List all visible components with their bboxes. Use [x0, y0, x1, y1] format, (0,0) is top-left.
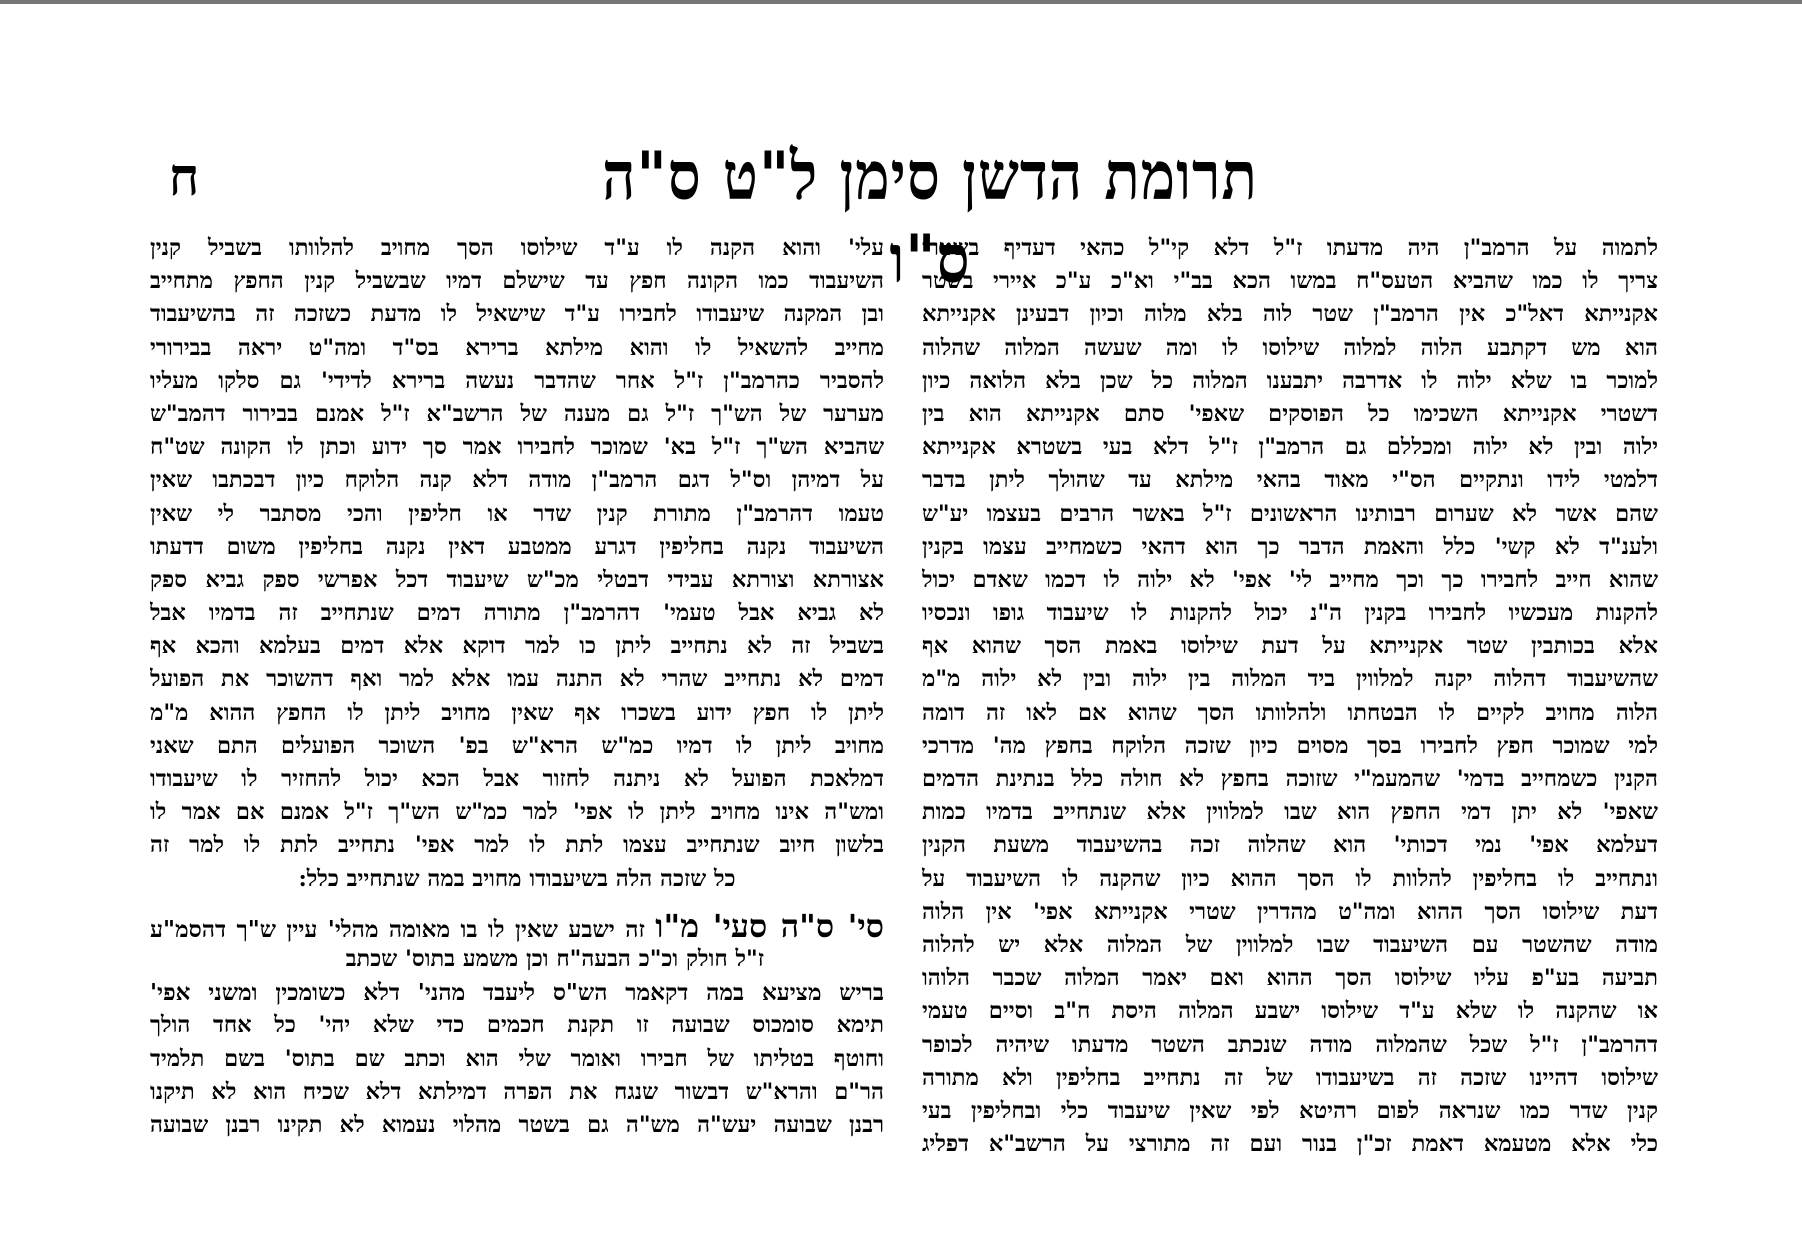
text-line: ובן המקנה שיעבודו לחבירו ע"ד שישאיל לו מדעת כשזכה זה בהשיעבוד — [150, 301, 884, 328]
text-line: דעת שילוסו הסך ההוא ומה"ט מהדרין שטרי אקנייתא אפי' אין הלוה — [922, 898, 1658, 925]
text-line: להקנות מעכשיו לחבירו בקנין ה"נ יכול להקנות לו שיעבוד גופו ונכסיו — [922, 600, 1658, 627]
text-line: תביעה בע"פ עליו שילוסו הסך ההוא ואם יאמר המלוה שכבר הלוהו — [922, 965, 1658, 992]
text-line: רבנן שבועה יעש"ה מש"ה גם בשטר מהלוי נעמוא לא תקינו רבנן שבועה — [150, 1111, 884, 1138]
text-line: טעמו דהרמב"ן מתורת קנין שדר או חליפין והכי מסתבר לי שאין — [150, 500, 884, 527]
text-line: שהוא חייב לחבירו כך וכך מחייב לי' אפי' לא ילוה לו דכמו שאדם יכול — [922, 566, 1658, 593]
page-title: תרומת הדשן סימן ל"ט ס"ה ס"ו — [602, 136, 1258, 298]
text-line: שהשיעבוד דהלוה יקנה למלווין ביד המלוה בין ילוה ובין לא ילוה מ"מ — [922, 666, 1658, 693]
section-heading-label: סי' ס"ה סעי' מ"ו — [655, 909, 884, 943]
text-line: תימא סומכוס שבועה זו תקנת חכמים כדי שלא יהי' כל אחד הולך — [150, 1012, 884, 1039]
text-line: מחייב להשאיל לו והוא מילתא ברירא בס"ד ומה"ט יראה בבירורי — [150, 334, 884, 361]
text-line: מחויב ליתן לו דמיו כמ"ש הרא"ש בפ' השוכר הפועלים התם שאני — [150, 732, 884, 759]
text-line: להסביר כהרמב"ן ז"ל אחר שהדבר נעשה ברירא לדידי' גם סלקו מעליו — [150, 367, 884, 394]
text-line: לתמוה על הרמב"ן היה מדעתו ז"ל דלא קי"ל כהאי דעדיף בשטרי — [922, 235, 1658, 261]
text-line: השיעבוד כמו הקונה חפץ עד שישלם דמיו שבשביל קנין החפץ מתחייב — [150, 268, 884, 295]
text-line: למוכר בו שלא ילוה לו אדרבה יתבענו המלוה כל שכן בלא הלואה כיון — [922, 367, 1658, 394]
text-line: דמלאכת הפועל לא ניתנה לחזור אבל הכא יכול להחזיר לו שיעבודו — [150, 766, 884, 792]
left-text-column — [150, 232, 884, 1142]
text-line: אצורתא וצורתא עבידי דבטלי מכ"ש שיעבוד דכל אפרשי ספק גביא ספק — [150, 566, 884, 593]
left-column-body — [150, 232, 884, 863]
right-text-column — [922, 232, 1658, 1161]
text-line: לא גביא אבל טעמי' דהרמב"ן מתורה דמים שנתחייב זה בדמיו אבל — [150, 600, 884, 627]
text-line: דהרמב"ן ז"ל שכל שהמלוה מודה שנכתב השטר מדעתו שיהיה לכופר — [922, 1031, 1658, 1058]
text-line: הקנין כשמחייב בדמי' שהמעמ"י שזוכה בחפץ לא חולה כלל בנתינת הדמים — [922, 766, 1658, 792]
text-line: שילוסו דהיינו שזכה זה בשיעבודו של זה נתחייב בחליפין ולא מתורה — [922, 1064, 1658, 1091]
text-line: כלי אלא מטעמא דאמת זכ"ן בנור ועם זה מתורצי על הרשב"א דפליג — [922, 1131, 1658, 1158]
text-line: בשביל זה לא נתחייב ליתן כו למר דוקא אלא דמים בעלמא והכא אף — [150, 633, 884, 660]
text-line: למי שמוכר חפץ לחבירו בסך מסוים כיון שזכה הלוקח בחפץ מה' מדרכי — [922, 732, 1658, 759]
text-line: ונתחייב לו בחליפין להלוות לו הסך ההוא כיון שהקנה לו השיעבוד על — [922, 865, 1658, 892]
section-second-line: ז"ל חולק וכ"כ הבעה"ח וכן משמע בתוס' שכתב — [345, 945, 764, 972]
text-line: דשטרי אקנייתא השכימו כל הפוסקים שאפי' סתם אקנייתא הוא בין — [922, 400, 1658, 427]
text-line: מודה שהשטר עם השיעבוד שבו למלווין של המלוה אלא יש להלוה — [922, 931, 1658, 958]
text-line: מערער של הש"ך ז"ל גם מענה של הרשב"א ז"ל אמנם בבירור דהמב"ש — [150, 400, 884, 427]
text-line: אלא בכותבין שטר אקנייתא על דעת שילוסו באמת הסך שהוא אף — [922, 633, 1658, 660]
section-body — [150, 976, 884, 1142]
text-line: או שהקנה לו שלא ע"ד שילוסו ישבע המלוה היסת ח"ב וסיים טעמי — [922, 998, 1658, 1025]
text-line: דעלמא אפי' נמי דכותי' הוא שהלוה זכה בהשיעבוד משעת הקנין — [922, 832, 1658, 859]
text-line: וחוטף בטליתו של חבירו ואומר שלי הוא וכתב שם בתוס' בשם תלמיד — [150, 1045, 884, 1072]
text-line: ומש"ה אינו מחויב ליתן לו אפי' למר כמ"ש הש"ך ז"ל אמנם אם אמר לו — [150, 799, 884, 826]
text-line: שהביא הש"ך ז"ל בא' שמוכר לחבירו אמר סך ידוע וכתן לו הקונה שט"ח — [150, 434, 884, 461]
text-line: צריך לו כמו שהביא הטעס"ח במשו הכא בב"י וא"כ ע"כ איירי בשטר — [922, 268, 1658, 295]
page-number-letter: ח — [168, 147, 200, 208]
text-line: שאפי' לא יתן דמי החפץ הוא שבו למלווין אלא שנתחייב בדמיו כמות — [922, 799, 1658, 826]
text-line: הלוה מחויב לקיים לו הבטחתו ולהלוותו הסך שהוא אם לאו זה דומה — [922, 699, 1658, 726]
closing-line: כל שזכה הלה בשיעבודו מחויב במה שנתחייב כלל: — [298, 865, 736, 892]
text-line: בלשון חיוב שנתחייב עצמו לתת לו למר אפי' נתחייב לתת לו למר זה — [150, 832, 884, 859]
text-line: ולענ"ד לא קשי' כלל והאמת הדבר כך הוא דהאי כשמחייב עצמו בקנין — [922, 533, 1658, 560]
text-line: ליתן לו חפץ ידוע בשכרו אף שאין מחויב ליתן לו החפץ ההוא מ"מ — [150, 699, 884, 726]
text-line: על דמיהן וס"ל דגם הרמב"ן מודה דלא קנה הלוקח כיון דבכתבו שאין — [150, 467, 884, 494]
text-line: הר"ם והרא"ש דבשור שנגח את הפרה דמילתא דלא שכיח הוא לא תיקנו — [150, 1078, 884, 1105]
text-line: השיעבוד נקנה בחליפין דגרע ממטבע דאין נקנה בחליפין משום דדעתו — [150, 533, 884, 560]
text-line: קנין שדר כמו שנראה לפום רהיטא לפי שאין שיעבוד כלי ובחליפין בעי — [922, 1097, 1658, 1124]
text-line: אקנייתא דאל"כ אין הרמב"ן שטר לוה בלא מלוה וכיון דבעינן אקנייתא — [922, 301, 1658, 328]
section-block — [150, 910, 884, 1142]
text-line: בריש מציעא במה דקאמר הש"ס ליעבד מהני' דלא כשומכין ומשני אפי' — [150, 979, 884, 1007]
text-line: ילוה ובין לא ילוה ומכללם גם הרמב"ן ז"ל דלא בעי בשטרא אקנייתא — [922, 434, 1658, 461]
text-line: דמים לא נתחייב שהרי לא התנה עמו אלא למר ואף דהשוכר את הפועל — [150, 666, 884, 693]
text-line: עלי' והוא הקנה לו ע"ד שילוסו הסך מחויב להלוותו בשביל קנין — [150, 235, 884, 261]
text-line: שהם אשר לא שערום רבותינו הראשונים ז"ל באשר הרבים בעצמו יע"ש — [922, 500, 1658, 527]
section-heading-text: זה ישבע שאין לו בו מאומה מהלי' עיין ש"ך דהסמ"ע — [150, 915, 645, 943]
section-heading-line — [150, 910, 884, 943]
text-line: דלמטי לידו ונתקיים הס"י מאוד בהאי מילתא עד שהולך ליתן בדבר — [922, 467, 1658, 494]
text-line: הוא מש דקתבע הלוה למלוה שילוסו לו ומה שעשה המלוה שהלוה — [922, 334, 1658, 361]
